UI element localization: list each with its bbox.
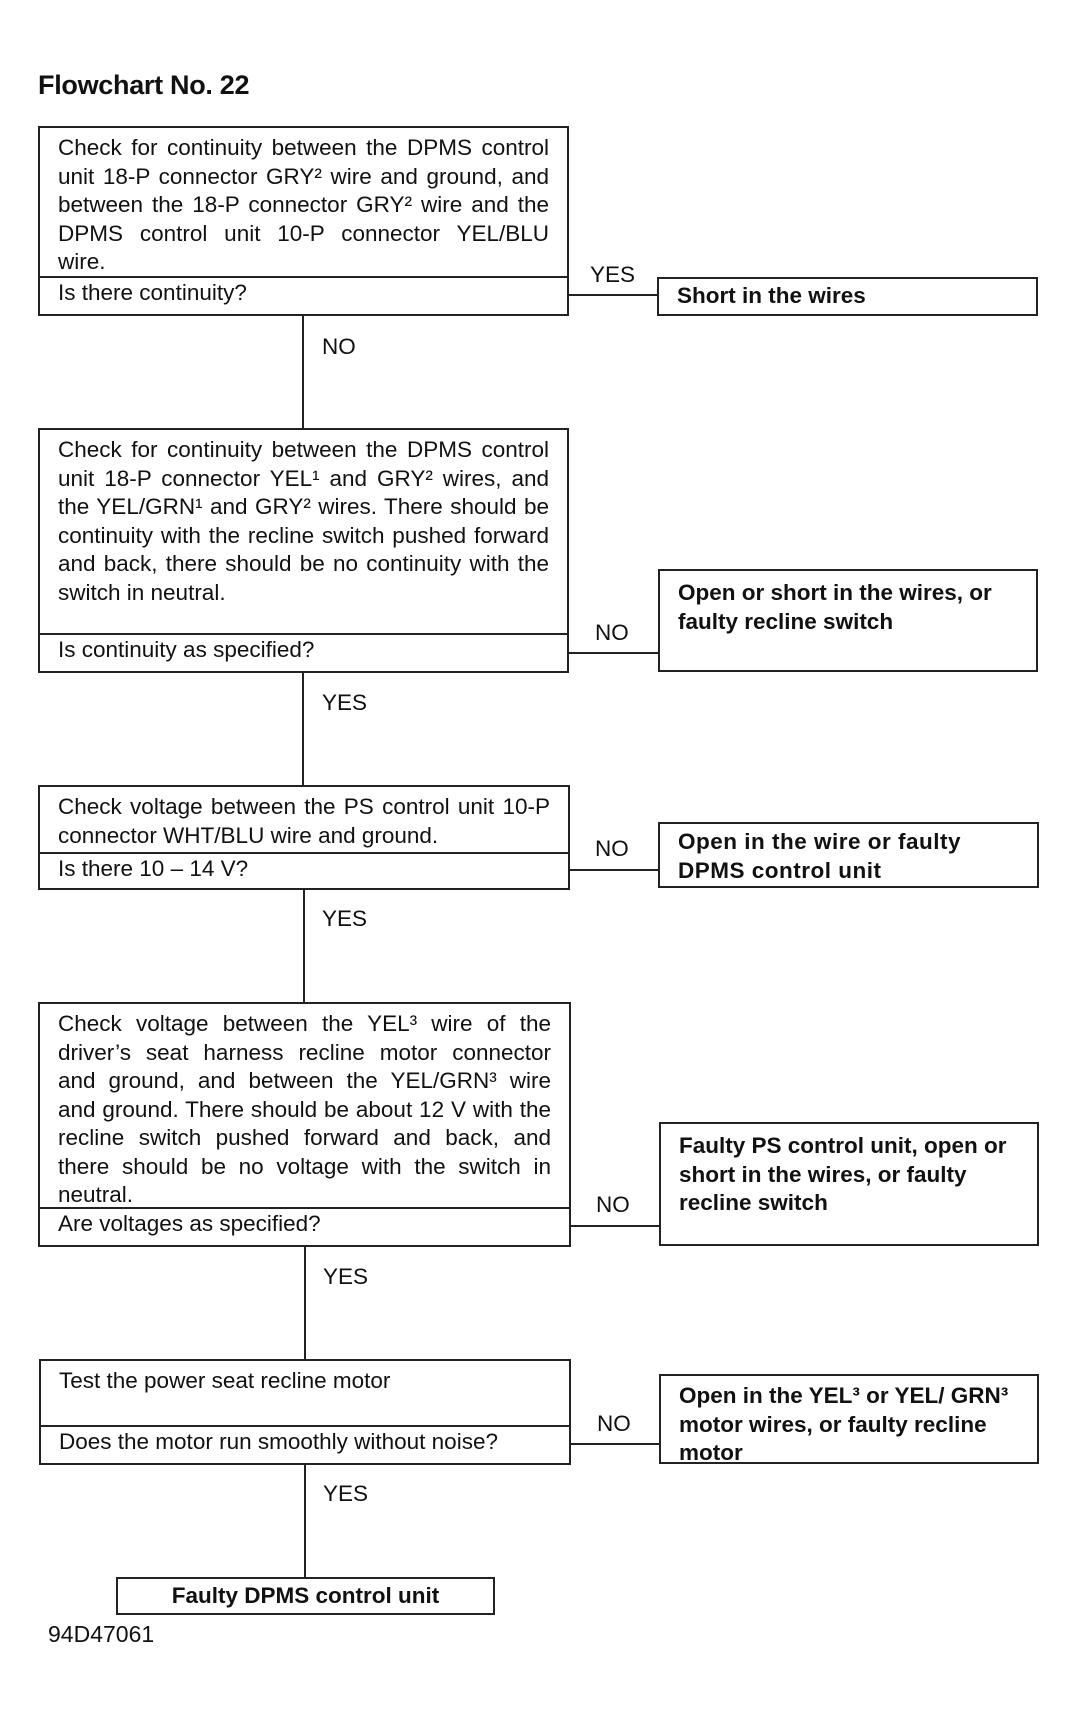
step-5-question: Does the motor run smoothly without noise?: [41, 1425, 569, 1463]
step-1-result-box: Short in the wires: [657, 277, 1038, 316]
step-2-box: [38, 428, 569, 673]
step-5-down-label: YES: [323, 1481, 369, 1506]
step-1-down-line: [302, 316, 304, 428]
step-1-text: Check for continuity between the DPMS control unit 18-P connector GRY² wire and ground, and between the 18-P connector GRY² wire and the DPMS control unit 10-P connector YEL/BLU wire.: [58, 135, 549, 274]
step-4-branch-label: NO: [596, 1192, 630, 1217]
step-3-result-box: Open in the wire or faulty DPMS control unit: [658, 822, 1039, 888]
step-5-branch-line: [571, 1443, 659, 1445]
step-5-down-line: [304, 1465, 306, 1577]
step-5-result-box: Open in the YEL³ or YEL/ GRN³ motor wires, or faulty recline motor: [659, 1374, 1039, 1464]
step-4-box: [38, 1002, 571, 1247]
step-5-branch-label: NO: [597, 1411, 631, 1436]
step-1-question: Is there continuity?: [40, 276, 567, 314]
step-1-branch-label: YES: [590, 262, 636, 287]
step-3-question: Is there 10 – 14 V?: [40, 852, 568, 888]
step-4-question: Are voltages as specified?: [40, 1207, 569, 1245]
step-1-down-label: NO: [322, 334, 356, 359]
figure-code: 94D47061: [48, 1621, 155, 1647]
step-3-branch-label: NO: [595, 836, 629, 861]
final-result-box: Faulty DPMS control unit: [116, 1577, 495, 1615]
step-3-down-label: YES: [322, 906, 368, 931]
step-3-text: Check voltage between the PS control unit 10-P connector WHT/BLU wire and ground.: [58, 794, 550, 848]
step-1-box: [38, 126, 569, 316]
step-4-text: Check voltage between the YEL³ wire of the driver’s seat harness recline motor connector and ground, and between the YEL/GRN³ wire and ground. There should be about 12 V with the recline switch pushed forward and back, and there should be no voltage with the switch in neutral.: [58, 1011, 551, 1207]
step-4-branch-line: [571, 1225, 659, 1227]
step-2-text: Check for continuity between the DPMS control unit 18-P connector YEL¹ and GRY² wires, and the YEL/GRN¹ and GRY² wires. There should be continuity with the recline switch pushed forward and back, there should be no continuity with the switch in neutral.: [58, 437, 549, 605]
step-5-box: [39, 1359, 571, 1465]
step-3-box: [38, 785, 570, 890]
step-2-branch-label: NO: [595, 620, 629, 645]
step-3-down-line: [303, 890, 305, 1002]
step-3-branch-line: [570, 869, 658, 871]
step-2-branch-line: [569, 652, 658, 654]
step-5-text: Test the power seat recline motor: [59, 1368, 391, 1393]
step-2-result-box: Open or short in the wires, or faulty recline switch: [658, 569, 1038, 672]
step-2-question: Is continuity as specified?: [40, 633, 567, 671]
step-4-down-label: YES: [323, 1264, 369, 1289]
flowchart-title: Flowchart No. 22: [38, 70, 250, 100]
step-2-down-line: [302, 673, 304, 785]
step-2-down-label: YES: [322, 690, 368, 715]
step-4-result-box: Faulty PS control unit, open or short in the wires, or faulty recline switch: [659, 1122, 1039, 1246]
step-4-down-line: [304, 1247, 306, 1359]
step-1-branch-line: [569, 294, 657, 296]
